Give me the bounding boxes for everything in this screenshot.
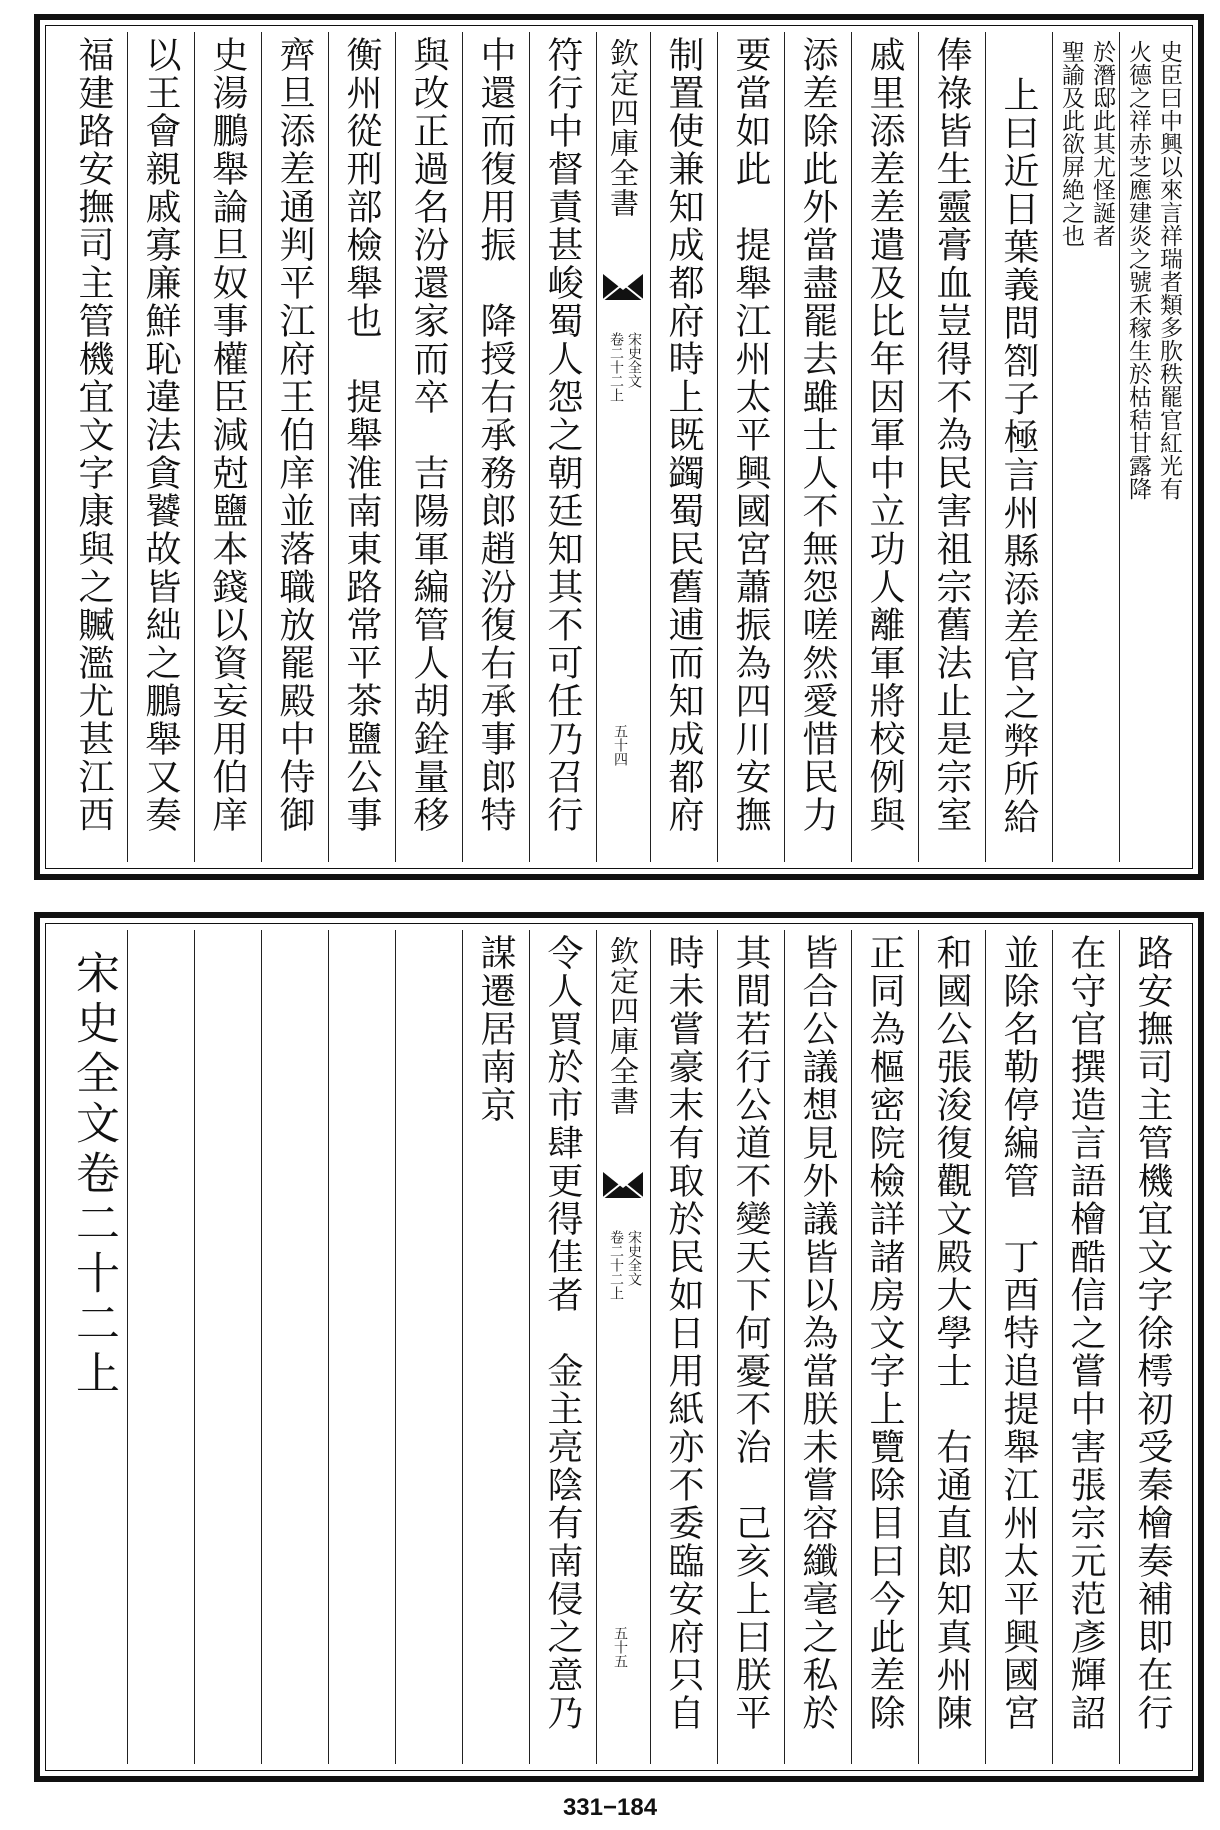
text-column <box>717 930 784 1764</box>
text-line <box>262 934 328 1760</box>
text-line: 在守官撰造言語檜酷信之嘗中害張宗元范彥輝詔 <box>1065 934 1106 1732</box>
text-line: 制置使兼知成都府時上既蠲蜀民舊逋而知成都府 <box>663 36 704 834</box>
text-column <box>918 32 985 862</box>
empty-column <box>127 930 194 1764</box>
text-line: 令人買於市肆更得佳者 金主亮陰有南侵之意乃 <box>542 934 583 1732</box>
gutter-title: 欽定四庫全書 <box>606 936 640 1116</box>
text-line: 要當如此 提舉江州太平興國宮蕭振為四川安撫 <box>730 36 771 834</box>
text-line: 史湯鵬舉論旦奴事權臣減尅鹽本錢以資妄用伯庠 <box>207 36 248 834</box>
text-line: 符行中督責甚峻蜀人怨之朝廷知其不可任乃召行 <box>542 36 583 834</box>
text-column <box>918 930 985 1764</box>
text-line <box>329 934 395 1760</box>
text-line: 添差除此外當盡罷去雖士人不無怨嗟然愛惜民力 <box>797 36 838 834</box>
text-column <box>127 32 194 862</box>
text-column <box>1052 930 1119 1764</box>
text-column <box>194 32 261 862</box>
text-line: 與改正過名汾還家而卒 吉陽軍編管人胡銓量移 <box>408 36 449 834</box>
text-line: 謀遷居南京 <box>475 934 516 1124</box>
text-column <box>985 32 1052 862</box>
text-line: 中還而復用振 降授右承務郎趙汾復右承事郎特 <box>475 36 516 834</box>
text-column <box>650 32 717 862</box>
text-line <box>195 934 261 1760</box>
text-column <box>851 32 918 862</box>
text-column <box>462 930 529 1764</box>
empty-column <box>328 930 395 1764</box>
text-column <box>261 32 328 862</box>
center-gutter <box>596 32 650 862</box>
text-line: 衡州從刑部檢舉也 提舉淮南東路常平茶鹽公事 <box>341 36 382 834</box>
center-gutter <box>596 930 650 1764</box>
gutter-volume: 卷二十二上 <box>608 1230 624 1300</box>
note-line: 聖諭及此欲屏絶之也 <box>1058 40 1084 247</box>
gutter-volume: 卷二十二上 <box>608 332 624 402</box>
text-line: 戚里添差差遣及比年因軍中立功人離軍將校例與 <box>864 36 905 834</box>
empty-column <box>194 930 261 1764</box>
top-note-column-1 <box>1119 32 1186 862</box>
chapter-end-title-column <box>60 930 127 1764</box>
text-line: 正同為樞密院檢詳諸房文字上覽除目曰今此差除 <box>864 934 905 1732</box>
text-line <box>128 934 194 1760</box>
page-footer-number: 331−184 <box>562 1794 658 1821</box>
text-column <box>529 930 596 1764</box>
fish-tail-mark-icon <box>603 1168 643 1198</box>
text-line: 並除名勒停編管 丁酉特追提舉江州太平興國宮 <box>998 934 1039 1732</box>
note-line: 火德之祥赤芝應建炎之號禾稼生於枯秸甘露降 <box>1125 40 1151 500</box>
fish-tail-mark-icon <box>603 270 643 300</box>
text-column <box>985 930 1052 1764</box>
text-column <box>462 32 529 862</box>
text-line <box>396 934 462 1760</box>
note-line: 史臣曰中興以來言祥瑞者類多肷秩罷官紅光有 <box>1156 40 1182 500</box>
top-note-column-2 <box>1052 32 1119 862</box>
chapter-end-title: 宋史全文卷二十二上 <box>68 950 119 1400</box>
empty-column <box>395 930 462 1764</box>
gutter-book-title: 宋史全文 <box>626 1230 642 1286</box>
top-page <box>34 14 1204 880</box>
text-column <box>851 930 918 1764</box>
text-column <box>784 32 851 862</box>
text-line: 俸祿皆生靈膏血豈得不為民害祖宗舊法止是宗室 <box>931 36 972 834</box>
text-line: 其間若行公道不變天下何憂不治 己亥上曰朕平 <box>730 934 771 1732</box>
bottom-page-columns <box>52 930 1186 1764</box>
note-line: 於潛邸此其尤怪誕者 <box>1089 40 1115 247</box>
empty-column <box>261 930 328 1764</box>
gutter-page-number: 五十五 <box>612 1626 628 1668</box>
top-page-columns <box>52 32 1186 862</box>
gutter-title: 欽定四庫全書 <box>606 38 640 218</box>
text-line: 上曰近日葉義問劄子極言州縣添差官之弊所給 <box>998 76 1039 836</box>
text-line: 時未嘗豪末有取於民如日用紙亦不委臨安府只自 <box>663 934 704 1732</box>
text-column <box>60 32 127 862</box>
text-column <box>395 32 462 862</box>
text-column <box>1119 930 1186 1764</box>
text-line: 和國公張浚復觀文殿大學士 右通直郎知真州陳 <box>931 934 972 1732</box>
text-column <box>650 930 717 1764</box>
text-column <box>529 32 596 862</box>
text-column <box>717 32 784 862</box>
text-line: 齊旦添差通判平江府王伯庠並落職放罷殿中侍御 <box>274 36 315 834</box>
gutter-page-number: 五十四 <box>612 724 628 766</box>
text-line: 福建路安撫司主管機宜文字康與之贓濫尤甚江西 <box>73 36 114 834</box>
text-line: 以王會親戚寡廉鮮恥違法貪饕故皆絀之鵬舉又奏 <box>140 36 181 834</box>
text-column <box>328 32 395 862</box>
gutter-book-title: 宋史全文 <box>626 332 642 388</box>
text-line: 皆合公議想見外議皆以為當朕未嘗容纖毫之私於 <box>797 934 838 1732</box>
text-column <box>784 930 851 1764</box>
text-line: 路安撫司主管機宜文字徐樗初受秦檜奏補即在行 <box>1132 934 1173 1732</box>
bottom-page <box>34 912 1204 1782</box>
